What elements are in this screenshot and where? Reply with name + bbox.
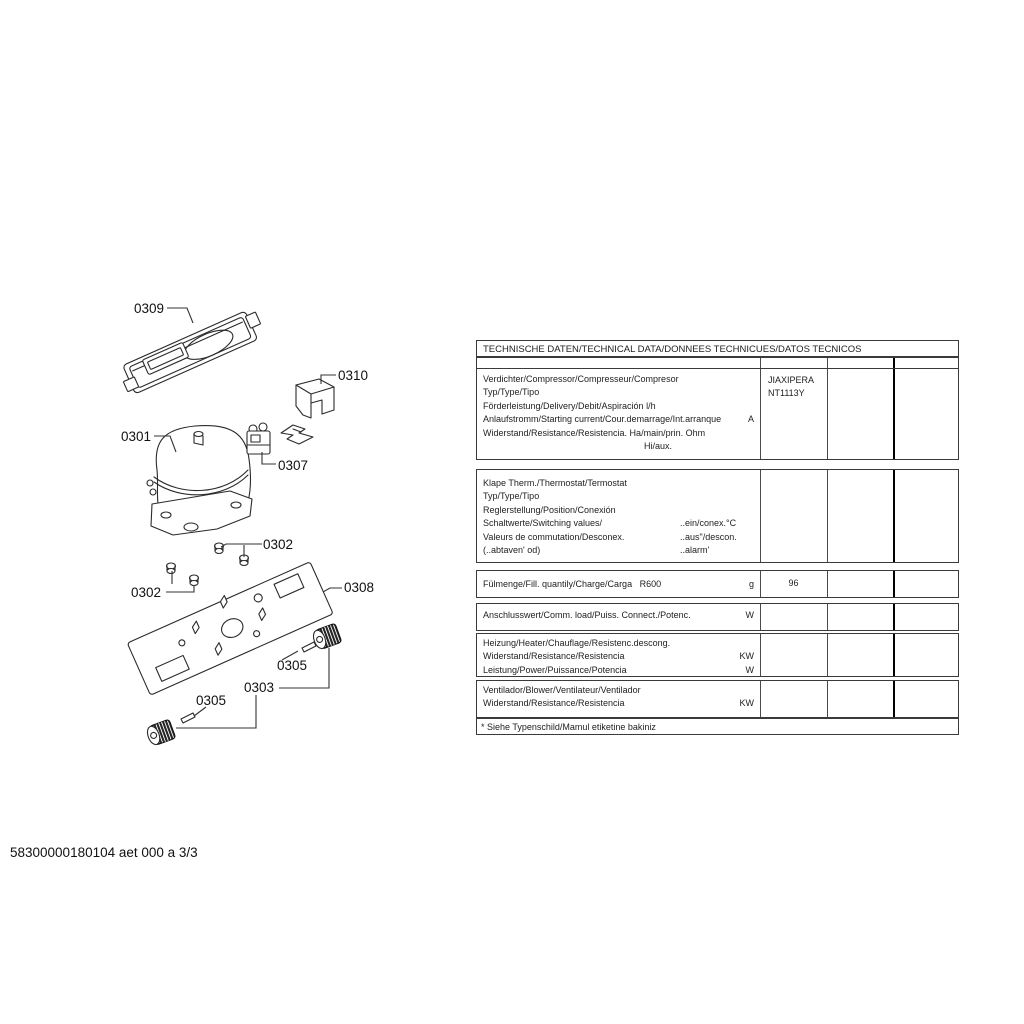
- spec-label: Anlaufstromm/Starting current/Cour.demarrage/Int.arranque: [483, 414, 722, 425]
- spec-label: Widerstand/Resistance/Resistencia: [483, 698, 625, 709]
- section-heater: [476, 633, 959, 677]
- spec-label: Widerstand/Resistance/Resistencia. Ha/main/prin. Ohm: [483, 427, 706, 438]
- spec-label: Fülmenge/Fill. quantily/Charge/Carga R600: [483, 579, 662, 589]
- spec-label: Widerstand/Resistance/Resistencia: [483, 651, 625, 662]
- spec-label: Förderleistung/Delivery/Debit/Aspiración l/h: [483, 400, 656, 411]
- section-compressor: [476, 368, 959, 460]
- value-line: JIAXIPERA: [768, 375, 815, 385]
- part-label-0301: 0301: [121, 429, 152, 444]
- spec-unit: KW: [739, 651, 754, 662]
- spec-unit: W: [745, 610, 754, 620]
- part-label-0302-right: 0302: [263, 537, 294, 552]
- spec-unit: KW: [739, 698, 754, 709]
- part-0301-compressor: [147, 426, 252, 535]
- part-0305-pin-right: [302, 642, 316, 652]
- spec-label: Valeurs de commutation/Desconex.: [483, 531, 625, 542]
- spec-label: Klape Therm./Thermostat/Termostat: [483, 478, 627, 488]
- part-0310-relay-cover: [296, 379, 334, 418]
- spec-label: Typ/Type/Tipo: [483, 491, 540, 502]
- spec-sublabel: ..alarm': [680, 544, 710, 555]
- section-fill-quantity: [476, 570, 959, 598]
- section-thermostat: [476, 469, 959, 563]
- spec-label: Heizung/Heater/Chauflage/Resistenc.descong.: [483, 638, 671, 648]
- spec-label: (..abtaven' od): [483, 544, 541, 555]
- spec-label: Verdichter/Compressor/Compresseur/Compresor: [483, 374, 679, 384]
- spec-label: Anschlusswert/Comm. load/Puiss. Connect./Potenc.: [483, 610, 691, 620]
- spec-unit: A: [747, 414, 754, 425]
- spec-label: Schaltwerte/Switching values/: [483, 518, 603, 529]
- compressor-type-value: [768, 374, 814, 401]
- section-blower: [476, 680, 959, 718]
- spec-label: Typ/Type/Tipo: [483, 387, 540, 398]
- table-footnote-row: [476, 718, 959, 735]
- fill-quantity-value: 96: [788, 578, 799, 588]
- spec-label: Leistung/Power/Puissance/Potencia: [483, 664, 627, 675]
- value-line: NT1113Y: [768, 388, 805, 399]
- spec-unit: g: [748, 579, 754, 589]
- table-footnote: * Siehe Typenschild/Mamul etiketine bakiniz: [481, 721, 656, 732]
- part-0307-starting-relay: [247, 423, 270, 454]
- spec-label: Hi/aux.: [644, 440, 673, 451]
- spec-label: Ventilador/Blower/Ventilateur/Ventilador: [483, 685, 641, 695]
- table-title-row: [476, 340, 959, 357]
- table-title: TECHNISCHE DATEN/TECHNICAL DATA/DONNEES TECHNICUES/DATOS TECNICOS: [483, 344, 862, 355]
- part-0305-pin-left: [181, 713, 195, 723]
- exploded-parts-diagram: [108, 295, 390, 755]
- part-0305-roller-left: [145, 719, 176, 747]
- part-mounting-clip: [281, 425, 313, 444]
- part-label-0310: 0310: [338, 368, 369, 383]
- spec-unit: W: [745, 664, 754, 675]
- spec-sublabel: ..aus"/descon.: [680, 531, 737, 542]
- part-label-0307: 0307: [278, 458, 309, 473]
- document-number: 58300000180104 aet 000 a 3/3: [10, 845, 198, 860]
- part-label-0308: 0308: [344, 580, 375, 595]
- part-label-0303: 0303: [244, 680, 275, 695]
- spec-sublabel: ..ein/conex.°C: [680, 518, 737, 529]
- part-label-0302-left: 0302: [131, 585, 162, 600]
- part-label-0305-left: 0305: [196, 693, 227, 708]
- part-0308-base-plate: [126, 558, 334, 695]
- spec-label: Reglerstellung/Position/Conexión: [483, 504, 616, 515]
- part-label-0305-right: 0305: [277, 658, 308, 673]
- part-0302-grommets: [167, 543, 249, 586]
- part-label-0309: 0309: [134, 301, 165, 316]
- section-connected-load: [476, 603, 959, 631]
- technical-data-table: [476, 340, 959, 737]
